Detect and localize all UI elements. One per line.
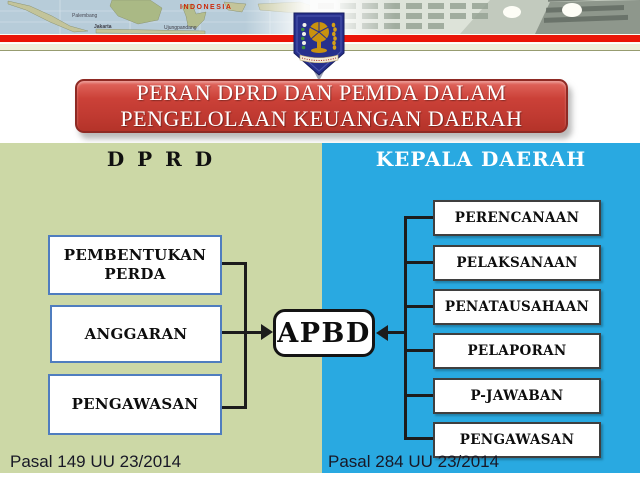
box-anggaran [50, 305, 222, 363]
apbd-node [273, 309, 375, 357]
footer-pasal-149: Pasal 149 UU 23/2014 [10, 452, 182, 471]
connector-stub-pelaksanaan [406, 261, 433, 264]
box-pelaporan-label: PELAPORAN [467, 343, 567, 359]
connector-vline-left [244, 262, 247, 409]
dprd-heading: D P R D [106, 147, 216, 171]
map-label-indonesia: INDONESIA [180, 4, 233, 11]
connector-stub-pengawasan-kd [406, 437, 433, 440]
connector-vline-right [404, 216, 407, 440]
box-anggaran-label: ANGGARAN [84, 324, 188, 343]
box-perencanaan [433, 200, 601, 236]
connector-stub-perencanaan [406, 216, 433, 219]
connector-stub-pjawaban [406, 394, 433, 397]
box-pelaporan [433, 333, 601, 369]
connector-stub-penatausahaan [406, 305, 433, 308]
connector-stub-pelaporan [406, 349, 433, 352]
box-pengawasan-dprd [48, 374, 222, 435]
box-penatausahaan [433, 289, 601, 325]
map-label-jakarta: Jakarta [94, 24, 112, 30]
box-perencanaan-label: PERENCANAAN [454, 210, 580, 226]
slide-title [75, 79, 568, 133]
box-pengawasan-kd-label: PENGAWASAN [459, 432, 575, 448]
kemendagri-shield-logo-icon [291, 12, 347, 82]
box-pembentukan-perda [48, 235, 222, 295]
arrowhead-into-apbd-left [261, 324, 273, 340]
box-pjawaban-label: P-JAWABAN [470, 388, 564, 404]
map-label-palembang: Palembang [72, 13, 98, 19]
box-pelaksanaan [433, 245, 601, 281]
apbd-label: APBD [277, 317, 371, 349]
connector-stub-pengawasan [222, 406, 247, 409]
title-line-1: PERAN DPRD DAN PEMDA DALAM [136, 80, 507, 105]
box-pjawaban [433, 378, 601, 414]
box-pengawasan-dprd-label: PENGAWASAN [71, 395, 199, 413]
box-pelaksanaan-label: PELAKSANAAN [456, 255, 578, 271]
map-label-ujungpandang: Ujungpandang [164, 25, 197, 31]
box-pembentukan-perda-label: PEMBENTUKAN PERDA [63, 246, 207, 283]
connector-anggaran-apbd [222, 331, 263, 334]
footer-pasal-284: Pasal 284 UU 23/2014 [328, 452, 500, 471]
kepala-daerah-heading: KEPALA DAERAH [375, 147, 587, 171]
box-penatausahaan-label: PENATAUSAHAAN [444, 299, 590, 315]
title-line-2: PENGELOLAAN KEUANGAN DAERAH [120, 106, 523, 131]
